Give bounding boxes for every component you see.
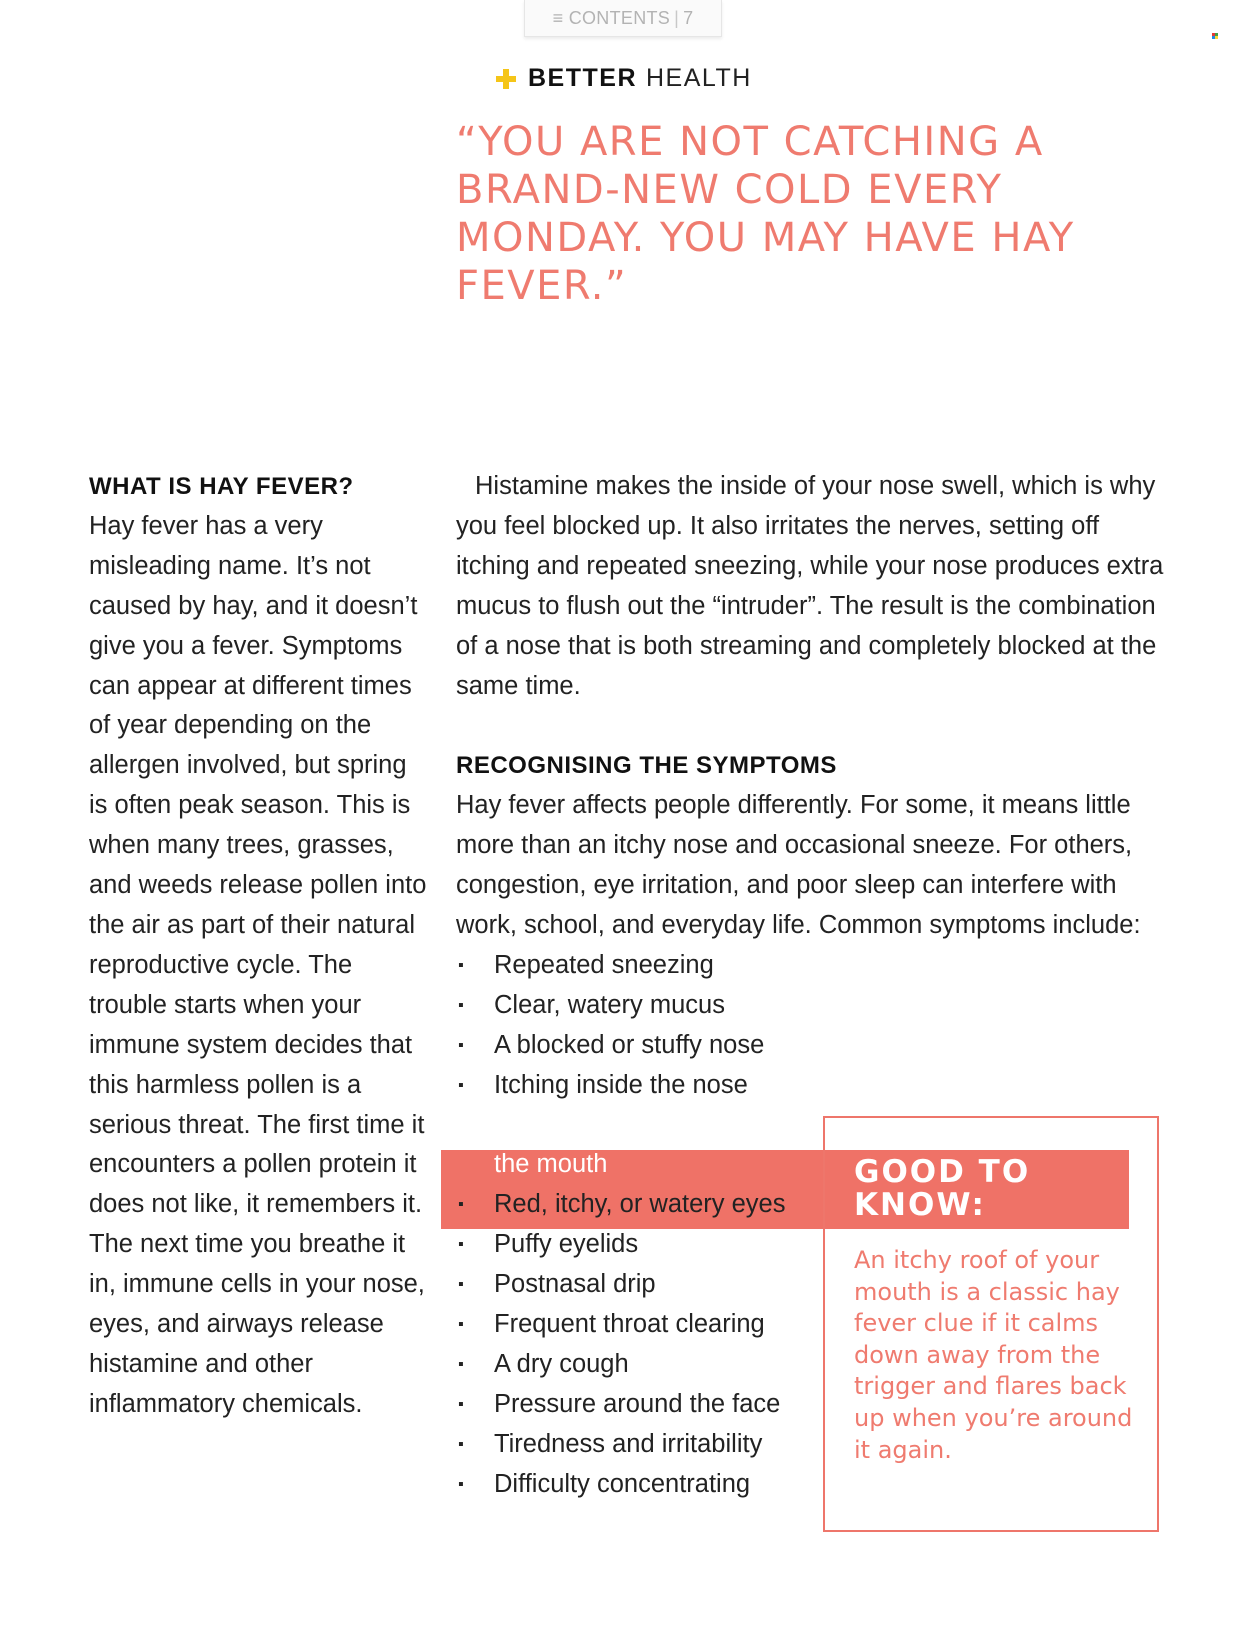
symptom-item <box>456 1066 814 1106</box>
symptoms-paragraph: Hay fever affects people differently. For some, it means little more than an itchy nose and occasional sneeze. For others, congestion, eye irritation, and poor sleep can interfere with work, school, and everyday life. Common symptoms include: <box>456 791 1141 939</box>
symptom-item <box>456 1225 814 1265</box>
good-to-know-body: An itchy roof of your mouth is a classic hay fever clue if it calms down away from the trigger and flares back up when you’re around it again. <box>854 1246 1133 1464</box>
plus-icon <box>496 69 516 89</box>
bullet-icon: ▪ <box>458 1236 464 1254</box>
symptom-item-highlighted <box>456 1105 814 1185</box>
bullet-icon: ▪ <box>458 1076 464 1094</box>
symptom-text: Tiredness and irritability <box>494 1429 763 1458</box>
bullet-icon: ▪ <box>458 1276 464 1294</box>
bullet-icon: ▪ <box>458 1435 464 1453</box>
symptom-text: Difficulty concentrating <box>494 1469 751 1498</box>
corner-logo-icon <box>1212 33 1219 40</box>
bullet-icon: ▪ <box>458 1036 464 1054</box>
contents-tab[interactable] <box>524 0 722 37</box>
symptom-item <box>456 1425 814 1465</box>
section-heading: RECOGNISING THE SYMPTOMS <box>456 752 837 780</box>
symptom-text: A dry cough <box>494 1349 629 1378</box>
symptom-item <box>456 1385 814 1425</box>
symptom-text: Clear, watery mucus <box>494 990 725 1019</box>
brand-bold: BETTER <box>528 64 637 92</box>
symptom-item <box>456 986 814 1026</box>
symptom-text: Repeated sneezing <box>494 950 714 979</box>
good-to-know-title: GOOD TO KNOW: <box>854 1154 1031 1223</box>
symptom-text: An itchy throat or the roof of the mouth <box>494 1110 809 1179</box>
bullet-icon: ▪ <box>458 1395 464 1413</box>
bullet-icon: ▪ <box>458 1116 464 1134</box>
section-heading: WHAT IS HAY FEVER? <box>89 473 354 500</box>
bullet-icon: ▪ <box>458 956 464 974</box>
bullet-icon: ▪ <box>458 1316 464 1334</box>
bullet-icon: ▪ <box>458 1196 464 1214</box>
symptom-item <box>456 1265 814 1305</box>
symptom-text: Postnasal drip <box>494 1270 656 1299</box>
page-number: 7 <box>683 7 694 28</box>
menu-icon: ≡ <box>552 7 564 28</box>
symptom-text: Puffy eyelids <box>494 1230 639 1259</box>
brand-light: HEALTH <box>646 64 752 92</box>
intro-paragraph: Histamine makes the inside of your nose swell, which is why you feel blocked up. It also irritates the nerves, setting off itching and repeated sneezing, while your nose produces extra mucus to flush out the “intruder”. The result is the combination of a nose that is both streaming and completely blocked at the same time. <box>456 472 1164 700</box>
body-paragraph: Hay fever has a very misleading name. It’s not caused by hay, and it doesn’t give you a fever. Symptoms can appear at different times of year depending on the allergen involved, but spring is often peak season. This is when many trees, grasses, and weeds release pollen into the air as part of their natural reproductive cycle. The trouble starts when your immune system decides that this harmless pollen is a serious threat. The first time it encounters a pollen protein it does not like, it remembers it. The next time you breathe it in, immune cells in your nose, eyes, and airways release histamine and other inflammatory chemicals. <box>89 511 427 1418</box>
symptom-text: Pressure around the face <box>494 1389 781 1418</box>
contents-label: CONTENTS <box>568 7 671 28</box>
contents-separator: | <box>674 7 680 28</box>
symptom-item <box>456 1185 814 1225</box>
bullet-icon: ▪ <box>458 1355 464 1373</box>
symptom-item <box>456 1345 814 1385</box>
symptom-text: Red, itchy, or watery eyes <box>494 1190 786 1219</box>
symptom-item <box>456 1026 814 1066</box>
pull-quote: “YOU ARE NOT CATCHING A BRAND-NEW COLD EVERY MONDAY. YOU MAY HAVE HAY FEVER.” <box>456 119 1075 309</box>
symptom-item <box>456 946 814 986</box>
symptom-text: Frequent throat clearing <box>494 1310 765 1339</box>
bullet-icon: ▪ <box>458 996 464 1014</box>
symptom-item <box>456 1465 814 1505</box>
symptom-text: A blocked or stuffy nose <box>494 1030 765 1059</box>
bullet-icon: ▪ <box>458 1475 464 1493</box>
section-brand <box>496 64 752 93</box>
symptom-item <box>456 1305 814 1345</box>
left-column <box>89 467 429 1425</box>
symptom-text: Itching inside the nose <box>494 1070 748 1099</box>
